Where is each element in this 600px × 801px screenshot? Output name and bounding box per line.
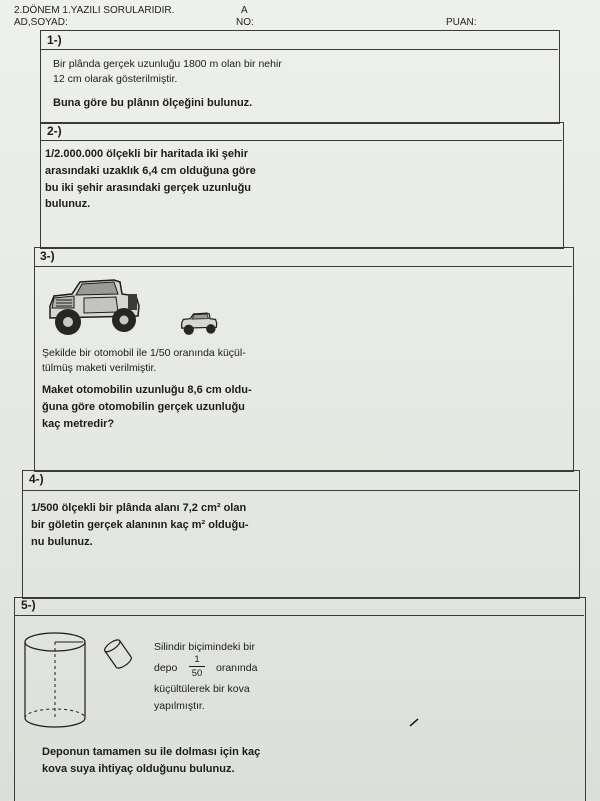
question-2-line2: arasındaki uzaklık 6,4 cm olduğuna göre <box>45 165 256 177</box>
question-1-question: Buna göre bu plânın ölçeğini bulunuz. <box>53 97 253 109</box>
question-5-side-line4: yapılmıştır. <box>154 700 205 712</box>
exam-term-title: 2.DÖNEM 1.YAZILI SORULARIDIR. <box>14 5 175 16</box>
question-5-side-line1: Silindir biçimindeki bir <box>154 641 255 653</box>
question-2-line3: bu iki şehir arasındaki gerçek uzunluğu <box>45 182 252 194</box>
question-2-line1: 1/2.000.000 ölçekli bir haritada iki şehir <box>45 148 249 160</box>
name-label: AD,SOYAD: <box>14 17 68 28</box>
pen-mark <box>408 716 420 728</box>
question-4-number: 4-) <box>29 472 44 486</box>
question-3-number: 3-) <box>40 249 55 263</box>
question-3-text-line1: Şekilde bir otomobil ile 1/50 oranında küçül- <box>42 347 246 359</box>
cylinder-tank-image <box>20 630 90 730</box>
question-5-number-divider <box>14 615 584 616</box>
question-3-question-line2: ğuna göre otomobilin gerçek uzunluğu <box>42 401 245 413</box>
bucket-image <box>100 636 136 672</box>
question-3-question-line3: kaç metredir? <box>42 418 115 430</box>
question-1-text-line2: 12 cm olarak gösterilmiştir. <box>53 73 178 85</box>
question-2-number-divider <box>40 140 562 141</box>
question-4-line2: bir göletin gerçek alanının kaç m² olduğu- <box>31 519 249 531</box>
car-image <box>44 272 144 338</box>
question-1-number: 1-) <box>47 33 62 47</box>
question-2-number: 2-) <box>47 124 62 138</box>
question-5-question-line1: Deponun tamamen su ile dolması için kaç <box>42 746 261 758</box>
question-1-text-line1: Bir plânda gerçek uzunluğu 1800 m olan bir nehir <box>53 58 282 70</box>
question-5-side-line3: küçültülerek bir kova <box>154 683 250 695</box>
question-2-line4: bulunuz. <box>45 198 91 210</box>
fraction-numerator: 1 <box>194 654 200 665</box>
car-model-image <box>178 310 220 336</box>
question-3-question-line1: Maket otomobilin uzunluğu 8,6 cm oldu- <box>42 384 252 396</box>
question-3-text-line2: tülmüş maketi verilmiştir. <box>42 362 157 374</box>
question-4-line1: 1/500 ölçekli bir plânda alanı 7,2 cm² olan <box>31 502 247 514</box>
question-4-line3: nu bulunuz. <box>31 536 93 548</box>
fraction-denominator: 50 <box>191 668 203 679</box>
fraction-bar <box>189 666 205 667</box>
question-4-number-divider <box>22 490 578 491</box>
question-5-question-line2: kova suya ihtiyaç olduğunu bulunuz. <box>42 763 235 775</box>
exam-group-label: A <box>241 5 248 16</box>
score-label: PUAN: <box>446 17 477 28</box>
question-5-side-line2-a: depo <box>154 662 178 674</box>
question-1-number-divider <box>40 49 558 50</box>
question-5-number: 5-) <box>21 598 36 612</box>
question-3-number-divider <box>34 266 572 267</box>
number-label: NO: <box>236 17 254 28</box>
question-5-side-line2-b: oranında <box>216 662 258 674</box>
